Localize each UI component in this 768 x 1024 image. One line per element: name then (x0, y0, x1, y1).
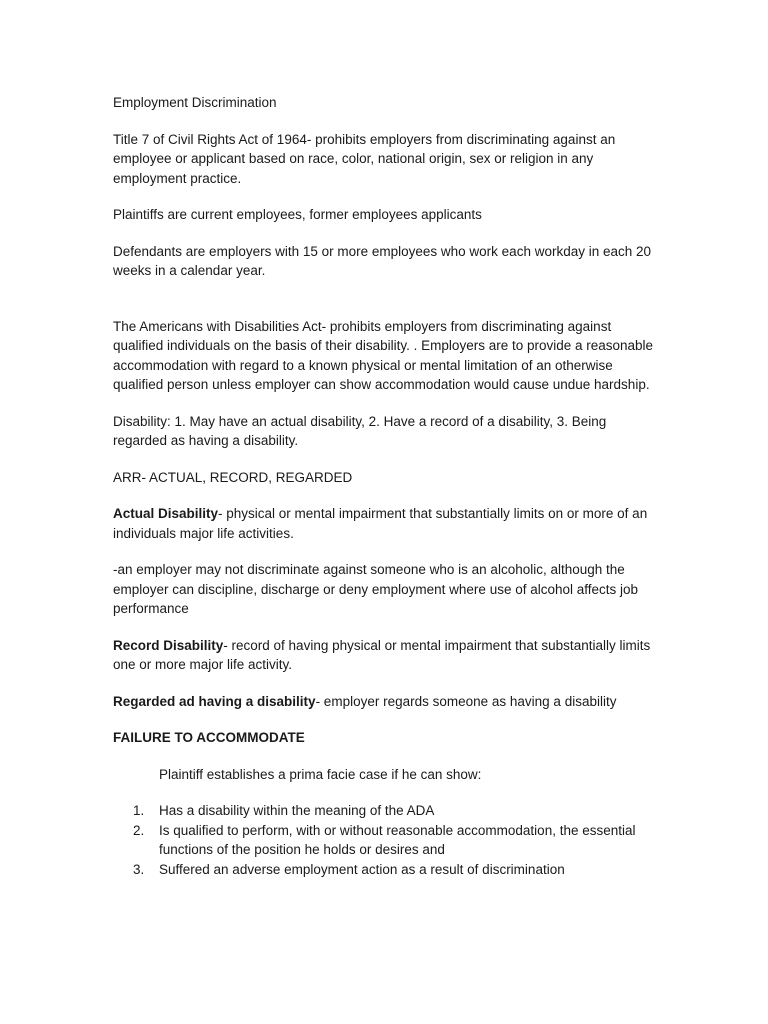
list-number: 1. (133, 803, 145, 818)
list-text: Suffered an adverse employment action as a result of discrimination (159, 861, 565, 877)
list-item (113, 860, 658, 880)
paragraph-actual-disability (113, 504, 658, 543)
paragraph-record-disability (113, 636, 658, 675)
paragraph-disability: Disability: 1. May have an actual disability, 2. Have a record of a disability, 3. Being regarded as having a disability. (113, 413, 607, 448)
definition-actual-disability: - physical or mental impairment that substantially limits on or more of an individuals major life activities. (113, 506, 648, 541)
list-text: Has a disability within the meaning of the ADA (159, 803, 435, 818)
paragraph-title-7: Title 7 of Civil Rights Act of 1964- prohibits employers from discriminating against an employee or applicant based on race, color, national origin, sex or religion in any employment practice. (113, 131, 616, 186)
requirements-list (113, 801, 658, 879)
list-item (113, 821, 658, 860)
list-number: 3. (133, 861, 145, 877)
term-actual-disability: Actual Disability (113, 506, 219, 521)
paragraph-alcohol: -an employer may not discriminate against someone who is an alcoholic, although the employer can discipline, discharge or deny employment where use of alcohol affects job performance (113, 562, 639, 616)
definition-record-disability: - record of having physical or mental impairment that substantially limits one or more major life activity. (113, 637, 651, 672)
paragraph-defendants: Defendants are employers with 15 or more employees who work each workday in each 20 weeks in a calendar year. (113, 243, 652, 278)
list-item (113, 801, 658, 821)
heading-text: FAILURE TO ACCOMMODATE (113, 730, 305, 745)
term-record-disability: Record Disability (113, 637, 224, 653)
paragraph-regarded (113, 692, 658, 712)
list-number: 2. (133, 822, 145, 838)
paragraph-plaintiffs: Plaintiffs are current employees, former employees applicants (113, 207, 482, 222)
term-regarded: Regarded ad having a disability (113, 693, 316, 709)
list-text: Is qualified to perform, with or without reasonable accommodation, the essential functions of the position he holds or desires and (159, 822, 636, 857)
paragraph-ada: The Americans with Disabilities Act- prohibits employers from discriminating against qualified individuals on the basis of their disability. . Employers are to provide a reasonable accommodation with regard to a known physical or mental limitation of an otherwise qualified person unless employer can show accommodation would cause undue hardship. (113, 318, 654, 392)
heading-failure-to-accommodate (113, 728, 658, 748)
paragraph-prima-facie: Plaintiff establishes a prima facie case if he can show: (159, 766, 482, 782)
paragraph-arr: ARR- ACTUAL, RECORD, REGARDED (113, 469, 353, 485)
definition-regarded: - employer regards someone as having a disability (315, 693, 617, 709)
document-title: Employment Discrimination (113, 95, 277, 110)
